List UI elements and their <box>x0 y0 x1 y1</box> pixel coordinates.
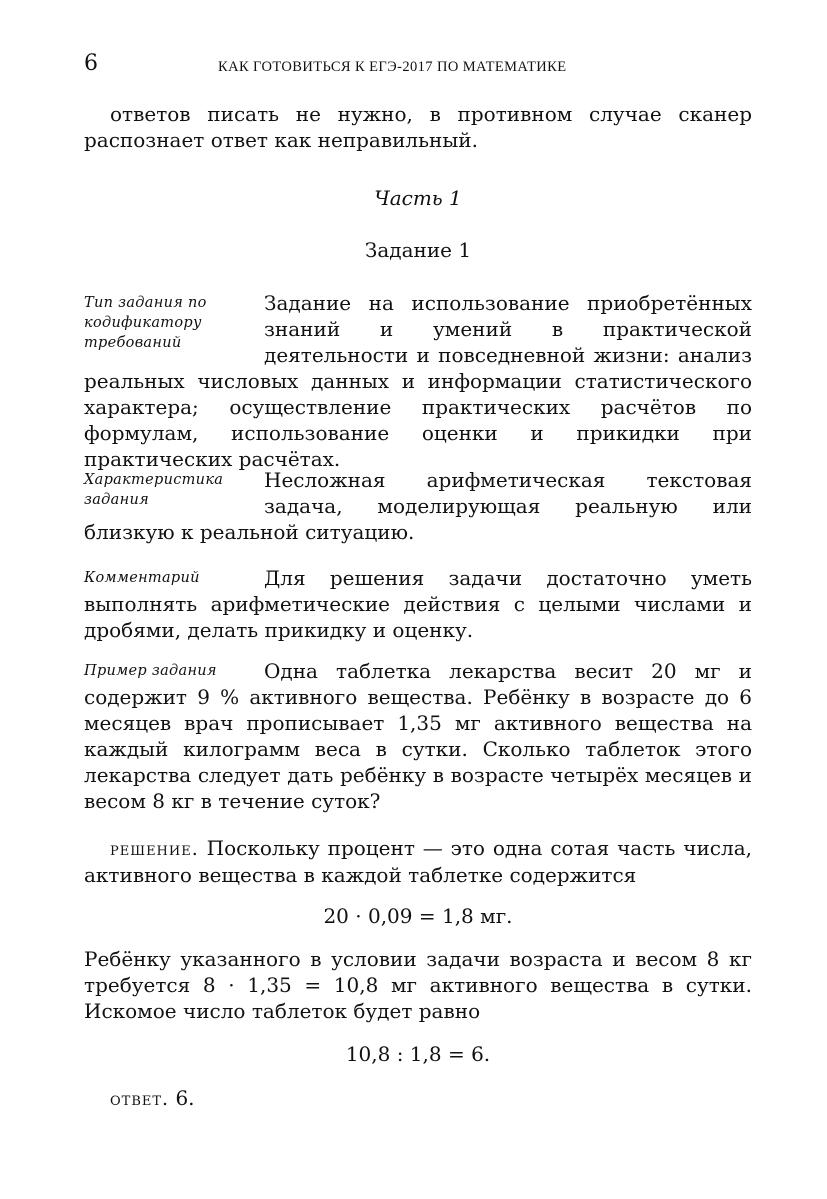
book-page <box>84 0 752 1199</box>
comment-text: Для решения задачи достаточно уметь выполнять арифметические действия с целыми числами и дробями, делать прикидку и оценку. <box>84 566 752 642</box>
formula-tablet-count: 10,8 : 1,8 = 6. <box>345 1042 491 1066</box>
example-text: Одна таблетка лекарства весит 20 мг и содержит 9 % активного вещества. Ребёнку в возрасте до 6 месяцев врач прописывает 1,35 мг активного вещества на каждый килограмм веса в сутки. Сколько таблеток этого лекарства следует дать ребёнку в возрасте четырёх месяцев и весом 8 кг в течение суток? <box>84 659 752 813</box>
page-number: 6 <box>84 51 98 76</box>
section-characteristic <box>84 467 752 545</box>
example-label: Пример задания <box>84 663 217 679</box>
section-example <box>84 658 752 814</box>
part-heading: Часть 1 <box>374 186 462 210</box>
solution-continued: Ребёнку указанного в условии задачи возраста и весом 8 кг требуется 8 · 1,35 = 10,8 мг активного вещества в сутки. Искомое число таблеток будет равно <box>84 947 752 1023</box>
solution-text: Поскольку процент — это одна сотая часть числа, активного вещества в каждой таблетке содержится <box>84 836 752 887</box>
solution-label: решение. <box>110 838 199 860</box>
intro-paragraph: ответов писать не нужно, в противном случае сканер распознает ответ как неправильный. <box>84 102 752 152</box>
page-header <box>84 51 752 81</box>
formula-active-substance: 20 · 0,09 = 1,8 мг. <box>323 904 513 928</box>
task-type-label: Тип задания по кодификатору требований <box>84 295 207 351</box>
task-type-text: Задание на использование приобретённых знаний и умений в практической деятельности и повседневной жизни: анализ реальных числовых данных и информации статистического характера; осуществление практических расчётов по формулам, использование оценки и прикидки при практических расчётах. <box>84 291 752 471</box>
section-task-type <box>84 290 752 472</box>
answer-label: ответ. <box>110 1088 170 1110</box>
task-heading: Задание 1 <box>364 238 472 262</box>
characteristic-text: Несложная арифметическая текстовая задача, моделирующая реальную или близкую к реальной ситуацию. <box>84 468 752 544</box>
solution-paragraph <box>84 835 752 888</box>
answer-value: 6. <box>175 1086 195 1110</box>
comment-label: Комментарий <box>84 570 200 586</box>
section-comment <box>84 565 752 643</box>
running-title: КАК ГОТОВИТЬСЯ К ЕГЭ-2017 ПО МАТЕМАТИКЕ <box>218 59 567 75</box>
answer-line <box>110 1086 195 1110</box>
characteristic-label: Характеристика задания <box>84 472 224 508</box>
